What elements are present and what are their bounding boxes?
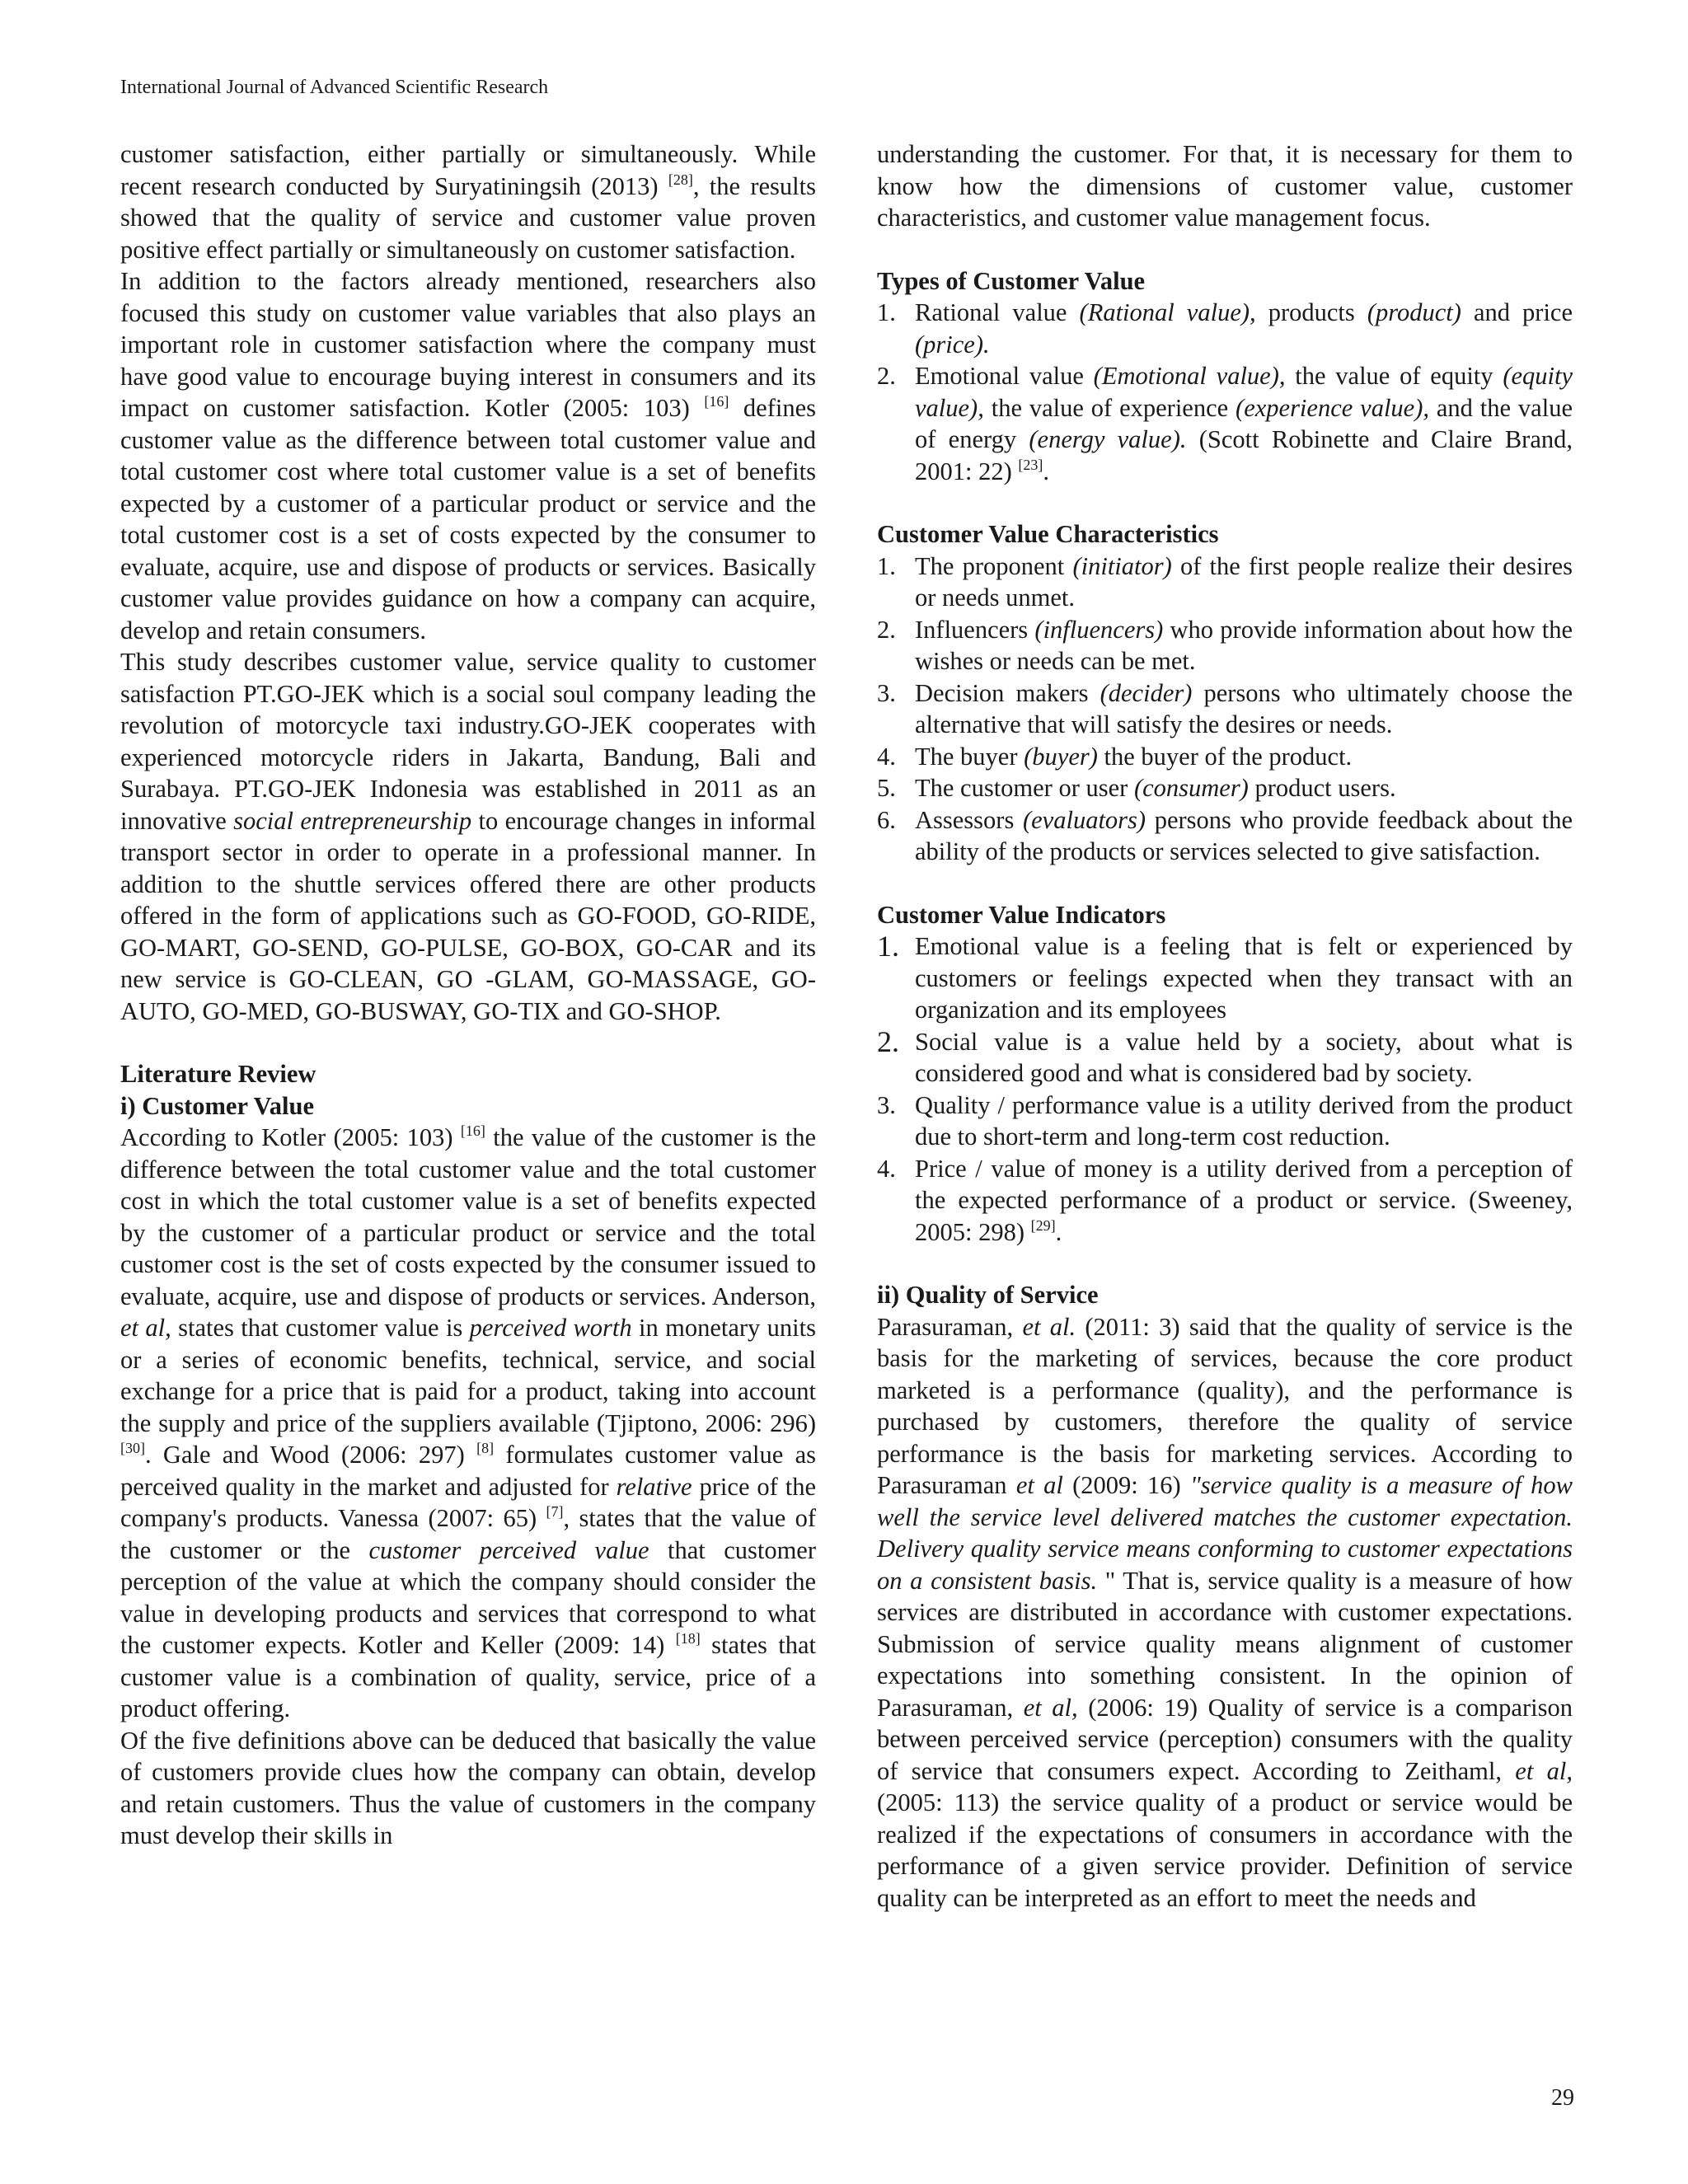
section-heading: Customer Value Indicators xyxy=(877,900,1166,929)
section-heading: Literature Review xyxy=(120,1060,316,1088)
list-item: 4. Price / value of money is a utility derived from a perception of the expected performance of a product or service. (Sweeney, 2005: 298) [29]. xyxy=(877,1154,1573,1246)
list-item: 3. Decision makers (decider) persons who ultimately choose the alternative that will satisfy the desires or needs. xyxy=(877,678,1573,738)
subsection-heading: i) Customer Value xyxy=(120,1091,314,1120)
indicators-list xyxy=(877,930,1573,1248)
types-list xyxy=(877,297,1573,487)
characteristics-list xyxy=(877,551,1573,868)
paragraph: In addition to the factors already mentioned, researchers also focused this study on customer value variables that also plays an important role in customer satisfaction where the company must have good value to encourage buying interest in consumers and its impact on customer satisfaction. Kotler (2005: 103) [16] defines customer value as the difference between total customer value and total customer cost where total customer value is a set of benefits expected by a customer of a particular product or service and the total customer cost is a set of costs expected by the consumer to evaluate, acquire, use and dispose of products or services. Basically customer value provides guidance on how a company can acquire, develop and retain consumers. xyxy=(120,267,816,644)
paragraph: According to Kotler (2005: 103) [16] the value of the customer is the difference between the total customer value and the total customer cost in which the total customer value is a set of benefits expected by the customer of a particular product or service and the total customer cost is the set of costs expected by the consumer issued to evaluate, acquire, use and dispose of products or services. Anderson, et al, states that customer value is perceived worth in monetary units or a series of economic benefits, technical, service, and social exchange for a price that is paid for a product, taking into account the supply and price of the suppliers available (Tjiptono, 2006: 296) [30]. Gale and Wood (2006: 297) [8] formulates customer value as perceived quality in the market and adjusted for relative price of the company's products. Vanessa (2007: 65) [7], states that the value of the customer or the customer perceived value that customer perception of the value at which the company should consider the value in developing products and services that correspond to what the customer expects. Kotler and Keller (2009: 14) [18] states that customer value is a combination of quality, service, price of a product offering. xyxy=(120,1122,816,1722)
paragraph: understanding the customer. For that, it is necessary for them to know how the dimensions of customer value, customer characteristics, and customer value management focus. xyxy=(877,140,1573,232)
right-column xyxy=(877,138,1573,1914)
paragraph: Of the five definitions above can be deduced that basically the value of customers provide clues how the company can obtain, develop and retain customers. Thus the value of customers in the company must develop their skills in xyxy=(120,1726,816,1849)
page-number: 29 xyxy=(1551,2085,1574,2111)
list-item: 1. The proponent (initiator) of the first people realize their desires or needs unmet. xyxy=(877,551,1573,612)
list-item: 1. Rational value (Rational value), products (product) and price (price). xyxy=(877,298,1573,359)
citation: [18] xyxy=(675,1630,701,1647)
section-heading: Types of Customer Value xyxy=(877,266,1146,295)
citation: [23] xyxy=(1018,456,1043,473)
citation: [30] xyxy=(120,1440,145,1456)
citation: [29] xyxy=(1030,1216,1056,1234)
citation: [28] xyxy=(668,171,693,188)
subsection-heading: ii) Quality of Service xyxy=(877,1281,1099,1309)
list-item: 5. The customer or user (consumer) product users. xyxy=(877,774,1396,802)
citation: [8] xyxy=(476,1440,495,1456)
paragraph: Parasuraman, et al. (2011: 3) said that the quality of service is the basis for the marketing of services, because the core product marketed is a performance (quality), and the performance is purchased by customers, therefore the quality of service performance is the basis for marketing services. According to Parasuraman et al (2009: 16) "service quality is a measure of how well the service level delivered matches the customer expectation. Delivery quality service means conforming to customer expectations on a consistent basis. " That is, service quality is a measure of how services are distributed in accordance with customer expectations. Submission of service quality means alignment of customer expectations into something consistent. In the opinion of Parasuraman, et al, (2006: 19) Quality of service is a comparison between perceived service (perception) consumers with the quality of service that consumers expect. According to Zeithaml, et al, (2005: 113) the service quality of a product or service would be realized if the expectations of consumers in accordance with the performance of a given service provider. Definition of service quality can be interpreted as an effort to meet the needs and xyxy=(877,1312,1573,1912)
list-item: 1. Emotional value is a feeling that is felt or experienced by customers or feelings expected when they transact with an organization and its employees xyxy=(877,930,1573,1024)
list-item: 4. The buyer (buyer) the buyer of the product. xyxy=(877,742,1353,771)
paragraph: customer satisfaction, either partially or simultaneously. While recent research conducted by Suryatiningsih (2013) [28], the results showed that the quality of service and customer value proven positive effect partially or simultaneously on customer satisfaction. xyxy=(120,140,816,264)
running-header: International Journal of Advanced Scientific Research xyxy=(120,77,549,98)
paragraph: This study describes customer value, service quality to customer satisfaction PT.GO-JEK which is a social soul company leading the revolution of motorcycle taxi industry.GO-JEK cooperates with experienced motorcycle riders in Jakarta, Bandung, Bali and Surabaya. PT.GO-JEK Indonesia was established in 2011 as an innovative social entrepreneurship to encourage changes in informal transport sector in order to operate in a professional manner. In addition to the shuttle services offered there are other products offered in the form of applications such as GO-FOOD, GO-RIDE, GO-MART, GO-SEND, GO-PULSE, GO-BOX, GO-CAR and its new service is GO-CLEAN, GO -GLAM, GO-MASSAGE, GO-AUTO, GO-MED, GO-BUSWAY, GO-TIX and GO-SHOP. xyxy=(120,648,817,1025)
citation: [16] xyxy=(704,393,729,410)
citation: [16] xyxy=(460,1122,485,1139)
section-heading: Customer Value Characteristics xyxy=(877,520,1219,548)
list-item: 6. Assessors (evaluators) persons who provide feedback about the ability of the products or services selected to give satisfaction. xyxy=(877,805,1573,865)
list-item: 2. Social value is a value held by a society, about what is considered good and what is considered bad by society. xyxy=(877,1024,1573,1087)
citation: [7] xyxy=(546,1503,564,1520)
left-column xyxy=(120,138,816,1852)
list-item: 2. Emotional value (Emotional value), the value of equity (equity value), the value of experience (experience value), and the value of energy (energy value). (Scott Robinette and Claire Brand, 2001: 22) [23]. xyxy=(877,362,1573,485)
list-item: 3. Quality / performance value is a utility derived from the product due to short-term and long-term cost reduction. xyxy=(877,1090,1573,1151)
list-item: 2. Influencers (influencers) who provide information about how the wishes or needs can be met. xyxy=(877,615,1573,675)
